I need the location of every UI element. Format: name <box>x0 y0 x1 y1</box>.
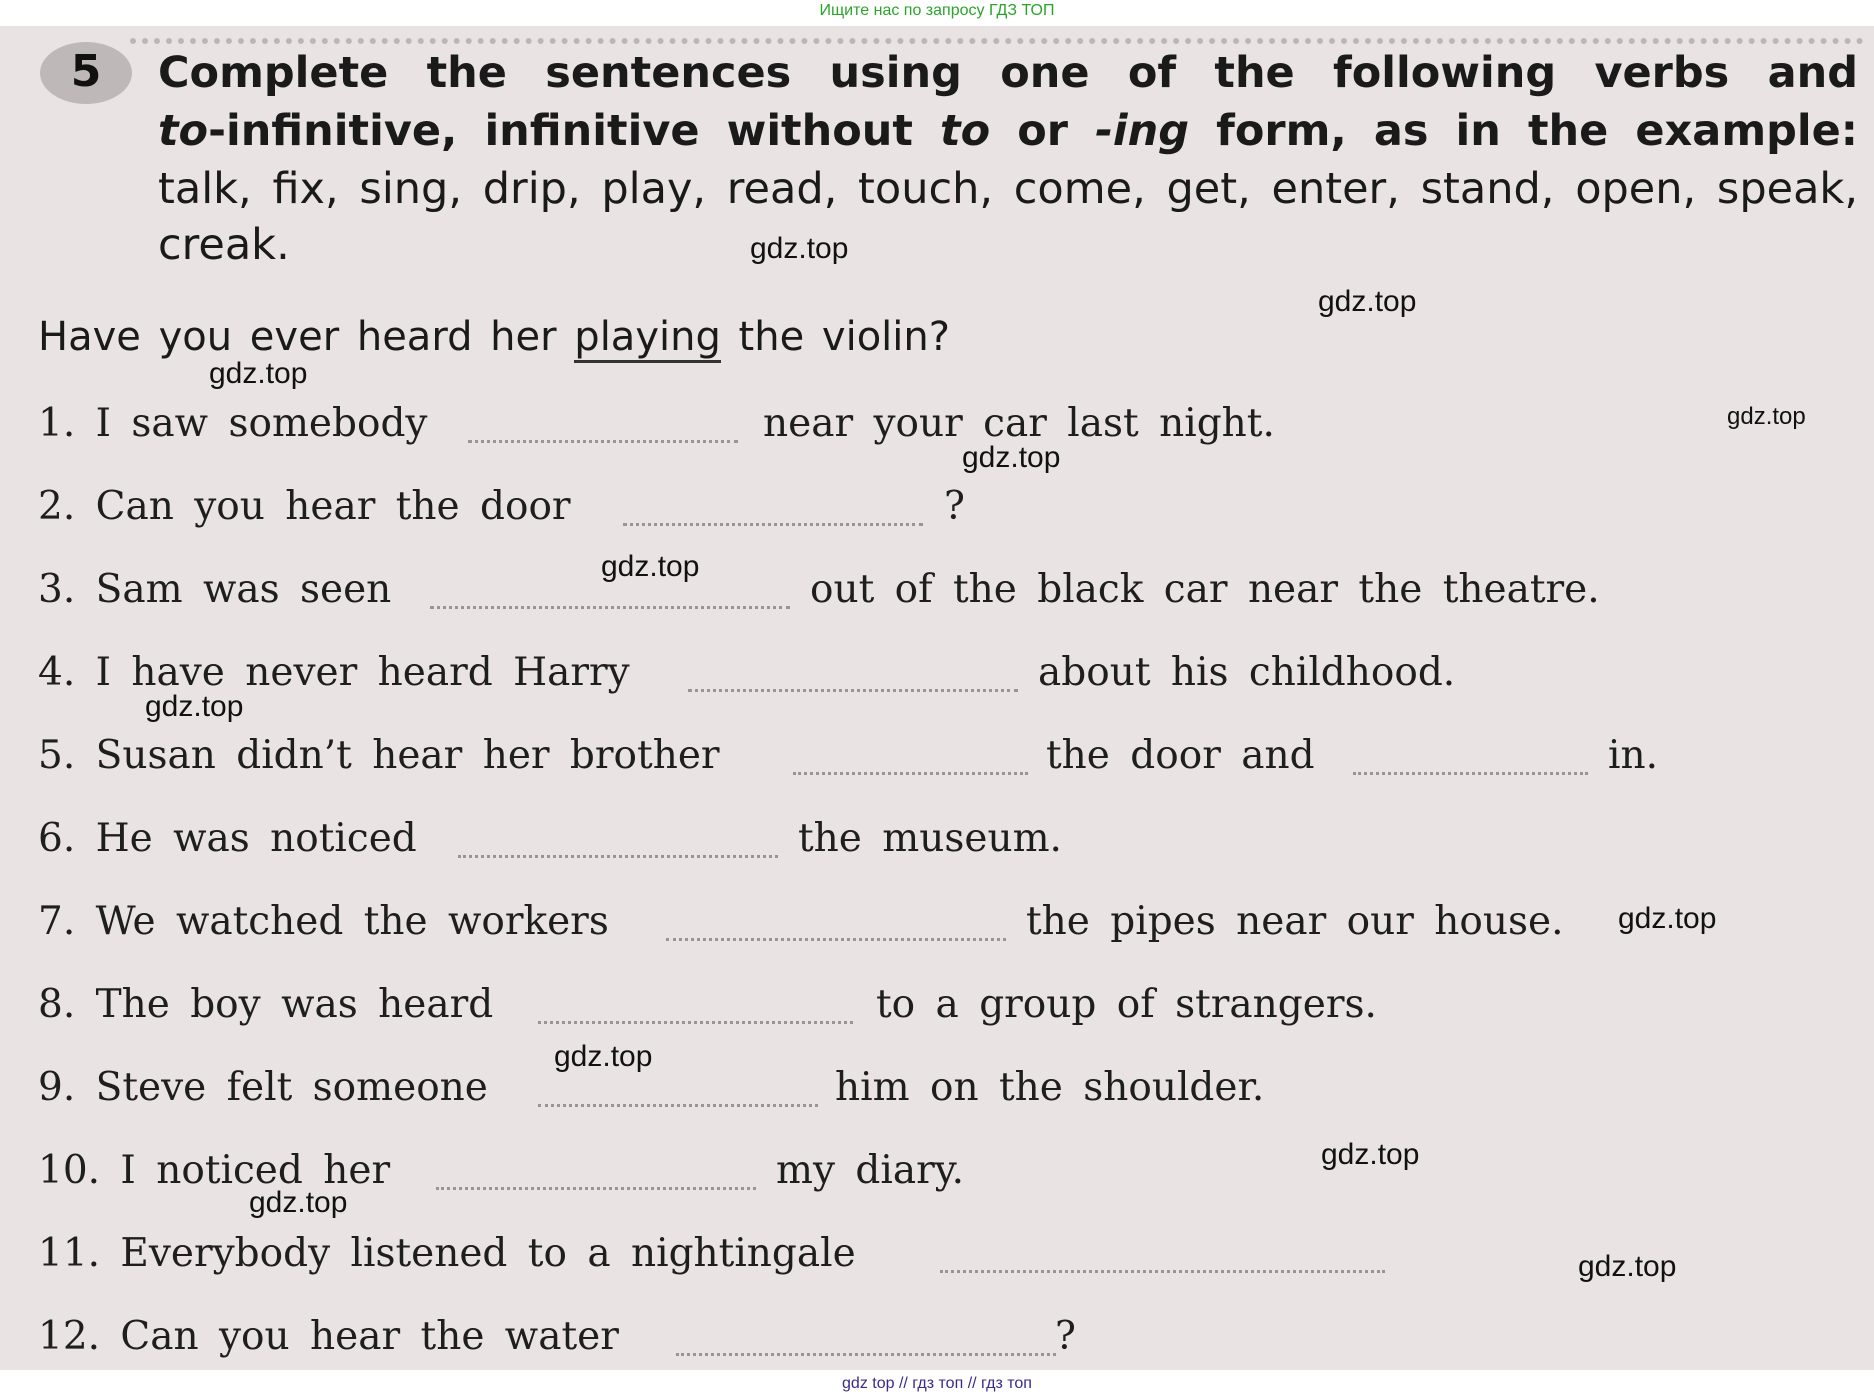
sentence-6-start: 6. He was noticed <box>38 816 417 861</box>
sentence-4-end: about his childhood. <box>1038 650 1456 695</box>
bottom-banner-link[interactable]: gdz top // гдз топ // гдз топ <box>842 1375 1032 1392</box>
instruction-line-2 <box>158 106 1858 156</box>
sentence-6-end: the museum. <box>798 816 1062 861</box>
sentence-4 <box>38 645 1858 705</box>
sentence-5-blank-2[interactable] <box>1353 772 1588 775</box>
sentence-7-end: the pipes near our house. <box>1026 899 1564 944</box>
exercise-number-badge: 5 <box>40 42 132 104</box>
sentence-12-end: ? <box>1055 1314 1076 1359</box>
sentence-2-end: ? <box>944 484 965 529</box>
sentence-5-end: in. <box>1608 733 1658 778</box>
watermark: gdz.top <box>1321 1138 1420 1171</box>
sentence-6-blank[interactable] <box>458 855 778 858</box>
sentence-10-start: 10. I noticed her <box>38 1148 391 1193</box>
sentence-5 <box>38 728 1858 788</box>
watermark: gdz.top <box>249 1186 348 1219</box>
watermark: gdz.top <box>1318 285 1417 318</box>
watermark: gdz.top <box>554 1040 653 1073</box>
sentence-3-blank[interactable] <box>430 606 790 609</box>
example-text-after: the violin? <box>720 314 950 360</box>
sentence-1-end: near your car last night. <box>763 401 1275 446</box>
sentence-9-end: him on the shoulder. <box>835 1065 1265 1110</box>
top-banner-link[interactable]: Ищите нас по запросу ГДЗ ТОП <box>819 2 1055 19</box>
header-dotted-rule <box>130 38 1864 44</box>
example-text-before: Have you ever heard her <box>38 314 575 360</box>
sentence-5-middle: the door and <box>1046 733 1315 778</box>
sentence-5-start: 5. Susan didn’t hear her brother <box>38 733 720 778</box>
sentence-9-blank[interactable] <box>538 1104 818 1107</box>
sentence-9 <box>38 1060 1858 1120</box>
instruction-text: -infinitive, infinitive without <box>208 106 941 156</box>
sentence-10-end: my diary. <box>776 1148 964 1193</box>
instruction-ing-italic: -ing <box>1095 106 1190 156</box>
sentence-2 <box>38 479 1858 539</box>
verb-list-line-1: talk, fix, sing, drip, play, read, touch, come, get, enter, stand, open, speak, <box>158 164 1858 214</box>
sentence-5-blank-1[interactable] <box>793 772 1028 775</box>
watermark: gdz.top <box>1618 902 1717 935</box>
watermark: gdz.top <box>145 690 244 723</box>
sentence-4-blank[interactable] <box>688 689 1018 692</box>
watermark: gdz.top <box>1727 403 1806 430</box>
instruction-text-2: or <box>990 106 1096 156</box>
instruction-to-italic: to <box>158 106 209 156</box>
sentence-10-blank[interactable] <box>436 1187 756 1190</box>
watermark: gdz.top <box>750 232 849 265</box>
sentence-4-start: 4. I have never heard Harry <box>38 650 630 695</box>
sentence-2-start: 2. Can you hear the door <box>38 484 571 529</box>
watermark: gdz.top <box>962 441 1061 474</box>
sentence-1-blank[interactable] <box>468 440 738 443</box>
sentence-1-start: 1. I saw somebody <box>38 401 428 446</box>
sentence-1 <box>38 396 1858 456</box>
sentence-6 <box>38 811 1858 871</box>
sentence-3-end: out of the black car near the theatre. <box>810 567 1600 612</box>
sentence-8-blank[interactable] <box>538 1021 853 1024</box>
sentence-2-blank[interactable] <box>623 523 923 526</box>
watermark: gdz.top <box>1578 1250 1677 1283</box>
verb-list-line-2: creak. <box>158 220 290 270</box>
sentence-7-start: 7. We watched the workers <box>38 899 609 944</box>
instruction-text-3: form, as in the example: <box>1189 106 1858 156</box>
sentence-11-blank[interactable] <box>940 1270 1385 1273</box>
watermark: gdz.top <box>601 550 700 583</box>
sentence-9-start: 9. Steve felt someone <box>38 1065 488 1110</box>
sentence-3 <box>38 562 1858 622</box>
instruction-to-italic-2: to <box>940 106 991 156</box>
example-sentence <box>38 314 1038 360</box>
sentence-8-start: 8. The boy was heard <box>38 982 494 1027</box>
sentence-7 <box>38 894 1858 954</box>
sentence-12-start: 12. Can you hear the water <box>38 1314 619 1359</box>
sentence-11-start: 11. Everybody listened to a nightingale <box>38 1231 856 1276</box>
sentence-12-blank[interactable] <box>676 1353 1056 1356</box>
textbook-page <box>0 26 1874 1370</box>
example-answer-underlined: playing <box>574 314 721 363</box>
sentence-3-start: 3. Sam was seen <box>38 567 392 612</box>
sentence-8-end: to a group of strangers. <box>876 982 1377 1027</box>
instruction-line-1: Complete the sentences using one of the following verbs and <box>158 48 1858 98</box>
sentence-8 <box>38 977 1858 1037</box>
watermark: gdz.top <box>209 357 308 390</box>
sentence-12 <box>38 1309 1858 1369</box>
sentence-7-blank[interactable] <box>666 938 1006 941</box>
